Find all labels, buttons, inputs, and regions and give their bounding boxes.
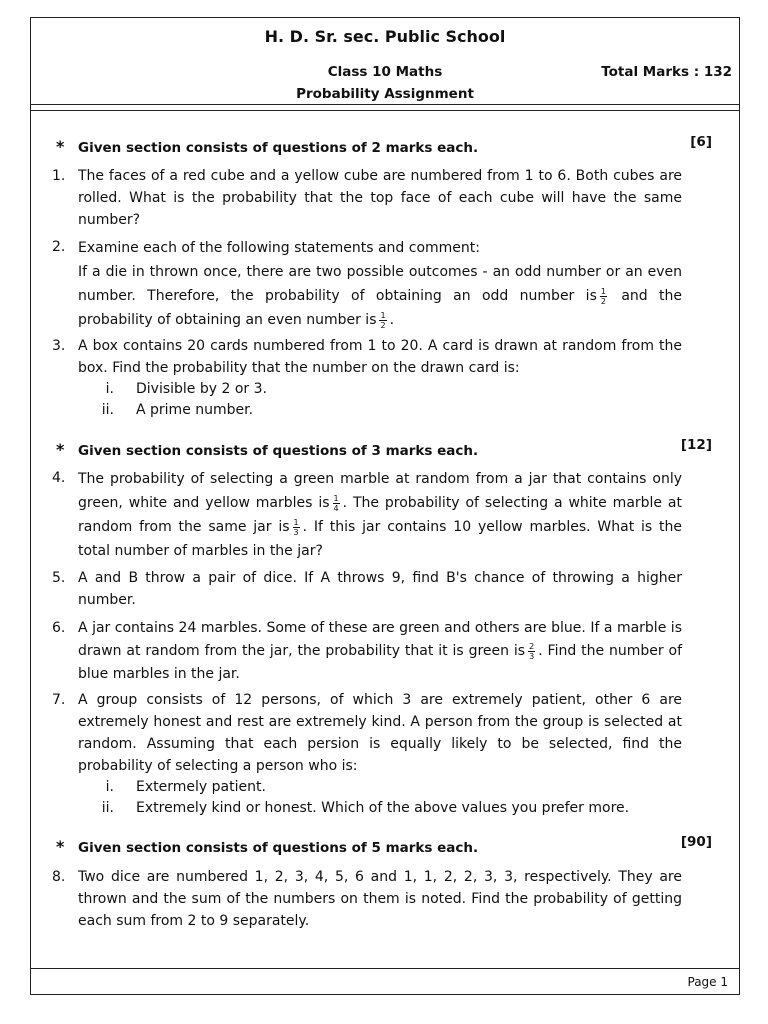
star-icon: *: [56, 440, 65, 459]
question-4: [52, 467, 682, 563]
total-marks: Total Marks : 132: [601, 64, 732, 80]
header-divider-2: [30, 110, 740, 111]
section-heading: [56, 437, 716, 459]
question-number: 6.: [52, 620, 66, 636]
question-3: [52, 335, 682, 421]
page-number: Page 1: [687, 975, 728, 989]
question-number: 1.: [52, 168, 66, 184]
question-text: If a die in thrown once, there are two possible outcomes - an odd number or an even number. Therefore, the probability of obtaining an odd number is: [78, 264, 682, 304]
question-1: [52, 165, 682, 231]
section-marks: [12]: [680, 437, 712, 453]
question-5: [52, 567, 682, 611]
question-text: Examine each of the following statements and comment:: [78, 240, 480, 256]
footer-divider: [30, 968, 740, 969]
section-title: Given section consists of questions of 2 marks each.: [78, 140, 479, 156]
assignment-title: Probability Assignment: [296, 86, 474, 102]
fraction: $\frac{2}{3}$: [529, 641, 535, 661]
question-text: A box contains 20 cards numbered from 1 to 20. A card is drawn at random from the box. Find the probability that the number on the drawn card is:: [78, 338, 682, 376]
question-text: . The probability of selecting a white marble at random from the same jar is: [78, 495, 682, 535]
fraction: $\frac{1}{2}$: [600, 286, 606, 306]
question-number: 3.: [52, 338, 66, 354]
question-number: 7.: [52, 692, 66, 708]
fraction: $\frac{1}{3}$: [293, 517, 299, 537]
star-icon: *: [56, 137, 65, 156]
question-number: 8.: [52, 869, 66, 885]
sub-question: i. Divisible by 2 or 3.: [105, 381, 267, 397]
question-text: Two dice are numbered 1, 2, 3, 4, 5, 6 and 1, 1, 2, 2, 3, 3, respectively. They are thrown and the sum of the numbers on them is noted. Find the probability of getting each sum from 2 to 9 separately.: [78, 869, 682, 929]
class-name: Class 10 Maths: [327, 64, 443, 80]
question-text: The faces of a red cube and a yellow cube are numbered from 1 to 6. Both cubes are rolled. What is the probability that the top face of each cube will have the same number?: [78, 168, 682, 228]
section-marks: [6]: [690, 134, 712, 150]
star-icon: *: [56, 837, 65, 856]
question-text: A group consists of 12 persons, of which 3 are extremely patient, other 6 are extremely honest and rest are extremely kind. A person from the group is selected at random. Assuming that each persion is equally likely to be selected, find the probability of selecting a person who is:: [78, 692, 682, 774]
question-text: . Find the number of blue marbles in the jar.: [78, 643, 683, 682]
fraction: $\frac{1}{4}$: [333, 493, 339, 513]
fraction: $\frac{1}{2}$: [380, 310, 386, 330]
sub-question: ii. Extremely kind or honest. Which of the above values you prefer more.: [101, 800, 630, 816]
sub-question: i. Extermely patient.: [105, 779, 266, 795]
question-2: 2. Examine each of the following statements and comment: If a die in thrown once, there are two possible outcomes - an odd number or an even number. Therefore, the probability of obtaining an odd number is $\frac{1}{2}$ and the probability of obtaining an even number is $\frac{1}{2}$ .: [52, 236, 682, 332]
section-title: Given section consists of questions of 5 marks each.: [78, 840, 479, 856]
question-number: 4.: [52, 470, 66, 486]
question-6: [52, 617, 682, 686]
section-marks: [90]: [680, 834, 712, 850]
section-heading: [56, 834, 716, 856]
question-text: The probability of selecting a green marble at random from a jar that contains only green, white and yellow marbles is: [78, 471, 682, 511]
header-divider: [30, 104, 740, 105]
question-text: and the probability of obtaining an even number is: [78, 288, 682, 328]
question-text: A jar contains 24 marbles. Some of these are green and others are blue. If a marble is drawn at random from the jar, the probability that it is green is: [78, 620, 682, 659]
question-number: 2.: [52, 239, 66, 255]
section-heading: [56, 134, 716, 156]
question-number: 5.: [52, 570, 66, 586]
sub-question: ii. A prime number.: [101, 402, 254, 418]
section-title: Given section consists of questions of 3 marks each.: [78, 443, 479, 459]
question-7: [52, 689, 682, 819]
question-8: [52, 866, 682, 932]
question-text: A and B throw a pair of dice. If A throws 9, find B's chance of throwing a higher number.: [78, 570, 682, 608]
question-text: . If this jar contains 10 yellow marbles. What is the total number of marbles in the jar?: [78, 519, 682, 559]
school-name: H. D. Sr. sec. Public School: [264, 27, 506, 46]
